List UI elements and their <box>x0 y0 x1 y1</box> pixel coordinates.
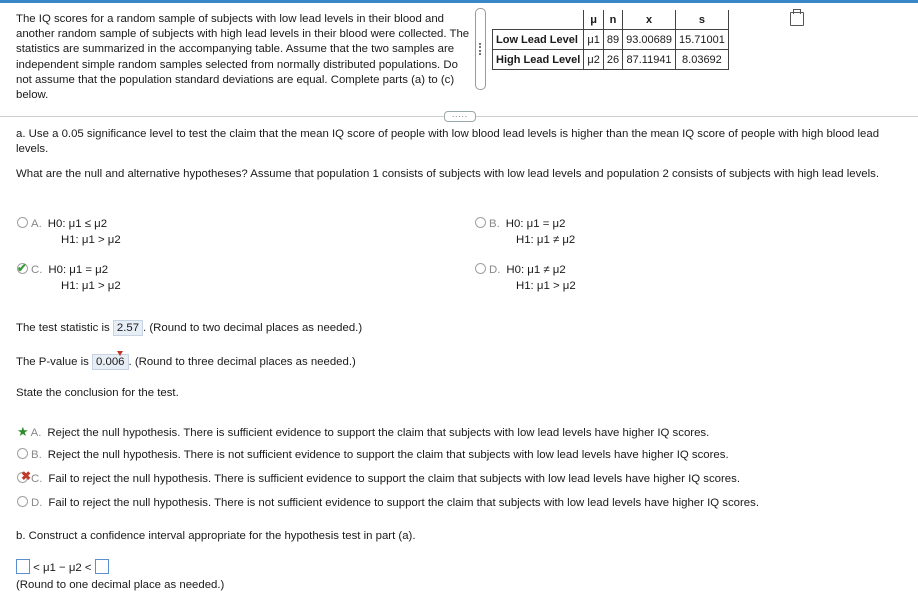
conclusion-option-c[interactable]: ✖ C. Fail to reject the null hypothesis. There is sufficient evidence to support the claim that subjects with low lead levels have higher IQ scores. <box>17 472 740 485</box>
option-d-h0: H0: μ1 ≠ μ2 <box>506 264 566 276</box>
test-statistic-line: The test statistic is 2.57 . (Round to two decimal places as needed.) <box>16 322 363 334</box>
stats-table <box>492 10 729 70</box>
conclusion-option-b[interactable]: B. Reject the null hypothesis. There is not sufficient evidence to support the claim that subjects with low lead levels have higher IQ scores. <box>17 448 729 461</box>
header-n: n <box>603 10 622 30</box>
option-c-h0: H0: μ1 = μ2 <box>48 264 109 276</box>
conclusion-prompt: State the conclusion for the test. <box>16 387 179 399</box>
hypothesis-question: What are the null and alternative hypotheses? Assume that population 1 consists of subjects with low lead levels and population 2 consists of subjects with high lead levels. <box>16 168 880 180</box>
cell-x: 87.11941 <box>623 50 676 70</box>
table-row <box>493 30 729 50</box>
conclusion-d-text: Fail to reject the null hypothesis. There is not sufficient evidence to support the claim that subjects with low lead levels have higher IQ scores. <box>48 497 760 509</box>
cell-n: 26 <box>603 50 622 70</box>
option-a-h0: H0: μ1 ≤ μ2 <box>47 218 108 230</box>
conclusion-b-text: Reject the null hypothesis. There is not sufficient evidence to support the claim that subjects with low lead levels have higher IQ scores. <box>47 449 729 461</box>
table-row <box>493 50 729 70</box>
round-note: (Round to one decimal place as needed.) <box>16 579 225 591</box>
radio-conclusion-b[interactable] <box>17 448 28 459</box>
intro-text: The IQ scores for a random sample of subjects with low lead levels in their blood and another random sample of subjects with high lead levels in their blood were collected. The statistics are summarized in the accompanying table. Assume that the two samples are independent simple random samples selected from normally distributed populations. Do not assume that the population standard deviations are equal. Complete parts (a) to (c) below. <box>16 13 470 102</box>
conclusion-option-d[interactable]: D. Fail to reject the null hypothesis. There is not sufficient evidence to support the claim that subjects with low lead levels have higher IQ scores. <box>17 496 759 509</box>
conclusion-a-text: Reject the null hypothesis. There is sufficient evidence to support the claim that subjects with low lead levels have higher IQ scores. <box>47 427 710 439</box>
option-b-h0: H0: μ1 = μ2 <box>505 218 566 230</box>
cell-s: 15.71001 <box>675 30 728 50</box>
x-icon: ✖ <box>21 469 32 483</box>
header-x: x <box>623 10 676 30</box>
cell-s: 8.03692 <box>675 50 728 70</box>
copy-icon[interactable] <box>790 12 804 26</box>
radio-option-a[interactable] <box>17 217 28 228</box>
option-c-h1: H1: μ1 > μ2 <box>61 280 121 292</box>
resize-handle[interactable]: ..... <box>444 111 476 122</box>
row-label: High Lead Level <box>493 50 584 70</box>
conclusion-option-a[interactable]: ★ A. Reject the null hypothesis. There is sufficient evidence to support the claim that subjects with low lead levels have higher IQ scores. <box>17 424 710 439</box>
part-b-question: b. Construct a confidence interval appropriate for the hypothesis test in part (a). <box>16 530 416 542</box>
option-a-h1: H1: μ1 > μ2 <box>61 234 121 246</box>
radio-conclusion-d[interactable] <box>17 496 28 507</box>
cell-mu: μ2 <box>584 50 603 70</box>
upper-bound-input[interactable] <box>95 559 109 574</box>
header-mu: μ <box>584 10 603 30</box>
radio-option-b[interactable] <box>475 217 486 228</box>
conclusion-c-text: Fail to reject the null hypothesis. There is sufficient evidence to support the claim that subjects with low lead levels have higher IQ scores. <box>48 473 741 485</box>
part-a-question <box>16 127 908 157</box>
interval-expression: < μ1 − μ2 < <box>33 562 92 574</box>
vertical-scroll-handle[interactable] <box>475 8 486 90</box>
header-s: s <box>675 10 728 30</box>
top-accent-line <box>0 0 918 3</box>
check-icon: ✔ <box>17 261 28 275</box>
cell-n: 89 <box>603 30 622 50</box>
option-b[interactable]: B. H0: μ1 = μ2 H1: μ1 ≠ μ2 <box>475 216 575 248</box>
cell-mu: μ1 <box>584 30 603 50</box>
cell-x: 93.00689 <box>623 30 676 50</box>
option-c[interactable]: ✔ C. H0: μ1 = μ2 H1: μ1 > μ2 <box>17 261 121 292</box>
confidence-interval-input <box>16 559 109 576</box>
option-a[interactable]: A. H0: μ1 ≤ μ2 H1: μ1 > μ2 <box>17 216 121 248</box>
radio-option-d[interactable] <box>475 263 486 274</box>
option-d[interactable]: D. H0: μ1 ≠ μ2 H1: μ1 > μ2 <box>475 262 576 294</box>
option-b-h1: H1: μ1 ≠ μ2 <box>516 234 576 246</box>
error-marker <box>117 351 123 356</box>
option-d-h1: H1: μ1 > μ2 <box>516 280 576 292</box>
part-a-question-text: a. Use a 0.05 significance level to test the claim that the mean IQ score of people with low blood lead levels is higher than the mean IQ score of people with high blood lead levels. <box>16 128 880 155</box>
test-statistic-answer[interactable]: 2.57 <box>113 320 143 336</box>
row-label: Low Lead Level <box>493 30 584 50</box>
star-icon: ★ <box>17 424 29 439</box>
pvalue-line: The P-value is 0.006 . (Round to three decimal places as needed.) <box>16 356 356 368</box>
lower-bound-input[interactable] <box>16 559 30 574</box>
pvalue-answer[interactable]: 0.006 <box>92 354 129 370</box>
